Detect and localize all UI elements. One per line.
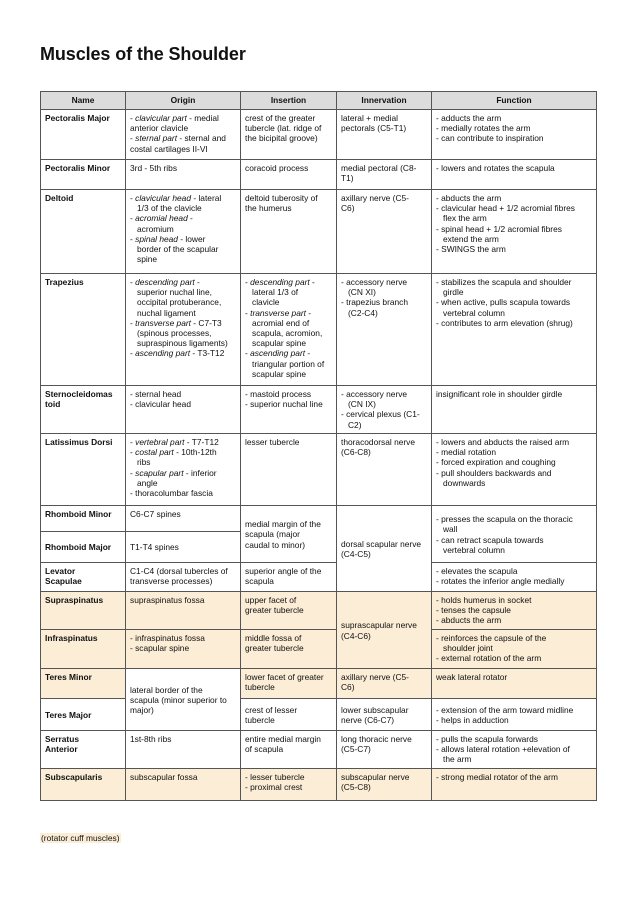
function-cell: - extension of the arm toward midline - helps in adduction	[432, 699, 597, 731]
muscle-name: Latissimus Dorsi	[41, 434, 126, 506]
function-cell: - strong medial rotator of the arm	[432, 769, 597, 801]
insertion-cell: lesser tubercle	[241, 434, 337, 506]
muscle-name: Pectoralis Minor	[41, 160, 126, 190]
table-row	[41, 434, 597, 506]
innervation-cell: dorsal scapular nerve (C4-C5)	[337, 506, 432, 592]
insertion-cell: lower facet of greater tubercle	[241, 669, 337, 699]
function-cell: - elevates the scapula - rotates the inferior angle medially	[432, 563, 597, 592]
innervation-cell: axillary nerve (C5- C6)	[337, 190, 432, 274]
table-row	[41, 669, 597, 699]
table-row	[41, 506, 597, 532]
insertion-cell: entire medial margin of scapula	[241, 731, 337, 769]
origin-cell: - vertebral part - T7-T12 - costal part - 10th-12th ribs - scapular part - inferior angle - thoracolumbar fascia	[126, 434, 241, 506]
insertion-cell: crest of the greater tubercle (lat. ridge of the bicipital groove)	[241, 110, 337, 160]
origin-cell: 1st-8th ribs	[126, 731, 241, 769]
insertion-cell: - descending part - lateral 1/3 of clavicle - transverse part - acromial end of scapula, acromion, scapular spine - ascending part - triangular portion of scapular spine	[241, 274, 337, 386]
muscle-name: Subscapularis	[41, 769, 126, 801]
innervation-cell: subscapular nerve (C5-C8)	[337, 769, 432, 801]
muscle-name: Rhomboid Minor	[41, 506, 126, 532]
insertion-cell: deltoid tuberosity of the humerus	[241, 190, 337, 274]
insertion-cell: medial margin of the scapula (major caudal to minor)	[241, 506, 337, 563]
muscle-name: Deltoid	[41, 190, 126, 274]
function-cell: - lowers and abducts the raised arm - medial rotation - forced expiration and coughing - pull shoulders backwards and downwards	[432, 434, 597, 506]
table-row	[41, 731, 597, 769]
innervation-cell: medial pectoral (C8- T1)	[337, 160, 432, 190]
function-cell: - adducts the arm - medially rotates the arm - can contribute to inspiration	[432, 110, 597, 160]
function-cell: - presses the scapula on the thoracic wall - can retract scapula towards vertebral column	[432, 506, 597, 563]
insertion-cell: coracoid process	[241, 160, 337, 190]
muscle-name: Teres Minor	[41, 669, 126, 699]
header-insertion: Insertion	[241, 92, 337, 110]
insertion-cell: middle fossa of greater tubercle	[241, 630, 337, 669]
function-cell: - stabilizes the scapula and shoulder girdle - when active, pulls scapula towards vertebral column - contributes to arm elevation (shrug)	[432, 274, 597, 386]
function-cell: - pulls the scapula forwards - allows lateral rotation +elevation of the arm	[432, 731, 597, 769]
origin-cell: subscapular fossa	[126, 769, 241, 801]
page-title: Muscles of the Shoulder	[40, 44, 246, 64]
function-cell: insignificant role in shoulder girdle	[432, 386, 597, 434]
innervation-cell: long thoracic nerve (C5-C7)	[337, 731, 432, 769]
innervation-cell: thoracodorsal nerve (C6-C8)	[337, 434, 432, 506]
table-row	[41, 110, 597, 160]
header-name: Name	[41, 92, 126, 110]
origin-cell: - descending part - superior nuchal line, occipital protuberance, nuchal ligament - transverse part - C7-T3 (spinous processes, supraspinous ligaments) - ascending part - T3-T12	[126, 274, 241, 386]
insertion-cell: superior angle of the scapula	[241, 563, 337, 592]
table-header-row	[41, 92, 597, 110]
muscle-name: Levator Scapulae	[41, 563, 126, 592]
origin-cell: - clavicular head - lateral 1/3 of the clavicle - acromial head - acromium - spinal head - lower border of the scapular spine	[126, 190, 241, 274]
table-row	[41, 386, 597, 434]
table-row	[41, 190, 597, 274]
muscle-name: Infraspinatus	[41, 630, 126, 669]
header-origin: Origin	[126, 92, 241, 110]
origin-cell: C6-C7 spines	[126, 506, 241, 532]
table-row	[41, 274, 597, 386]
muscle-name: Pectoralis Major	[41, 110, 126, 160]
function-cell: - abducts the arm - clavicular head + 1/2 acromial fibres flex the arm - spinal head + 1/2 acromial fibres extend the arm - SWINGS the arm	[432, 190, 597, 274]
innervation-cell: axillary nerve (C5- C6)	[337, 669, 432, 699]
innervation-cell: lower subscapular nerve (C6-C7)	[337, 699, 432, 731]
innervation-cell: - accessory nerve (CN IX) - cervical plexus (C1- C2)	[337, 386, 432, 434]
insertion-cell: - lesser tubercle - proximal crest	[241, 769, 337, 801]
origin-cell: supraspinatus fossa	[126, 592, 241, 630]
function-cell: - reinforces the capsule of the shoulder joint - external rotation of the arm	[432, 630, 597, 669]
origin-cell: 3rd - 5th ribs	[126, 160, 241, 190]
muscles-table	[40, 91, 597, 801]
header-function: Function	[432, 92, 597, 110]
innervation-cell: suprascapular nerve (C4-C6)	[337, 592, 432, 669]
table-row	[41, 769, 597, 801]
function-cell: weak lateral rotator	[432, 669, 597, 699]
origin-cell: lateral border of the scapula (minor superior to major)	[126, 669, 241, 731]
origin-cell: T1-T4 spines	[126, 532, 241, 563]
muscle-name: Supraspinatus	[41, 592, 126, 630]
table-row	[41, 563, 597, 592]
muscle-name: Sternocleidomas toid	[41, 386, 126, 434]
muscle-name: Serratus Anterior	[41, 731, 126, 769]
table-row	[41, 160, 597, 190]
insertion-cell: upper facet of greater tubercle	[241, 592, 337, 630]
table-row	[41, 630, 597, 669]
innervation-cell: lateral + medial pectorals (C5-T1)	[337, 110, 432, 160]
innervation-cell: - accessory nerve (CN XI) - trapezius branch (C2-C4)	[337, 274, 432, 386]
origin-cell: - clavicular part - medial anterior clavicle - sternal part - sternal and costal cartilages II-VI	[126, 110, 241, 160]
table-row	[41, 592, 597, 630]
rotator-cuff-note: (rotator cuff muscles)	[41, 833, 120, 843]
origin-cell: C1-C4 (dorsal tubercles of transverse processes)	[126, 563, 241, 592]
function-cell: - holds humerus in socket - tenses the capsule - abducts the arm	[432, 592, 597, 630]
table-row	[41, 699, 597, 731]
origin-cell: - sternal head - clavicular head	[126, 386, 241, 434]
origin-cell: - infraspinatus fossa - scapular spine	[126, 630, 241, 669]
muscle-name: Teres Major	[41, 699, 126, 731]
muscle-name: Trapezius	[41, 274, 126, 386]
muscle-name: Rhomboid Major	[41, 532, 126, 563]
insertion-cell: - mastoid process - superior nuchal line	[241, 386, 337, 434]
insertion-cell: crest of lesser tubercle	[241, 699, 337, 731]
function-cell: - lowers and rotates the scapula	[432, 160, 597, 190]
header-innervation: Innervation	[337, 92, 432, 110]
